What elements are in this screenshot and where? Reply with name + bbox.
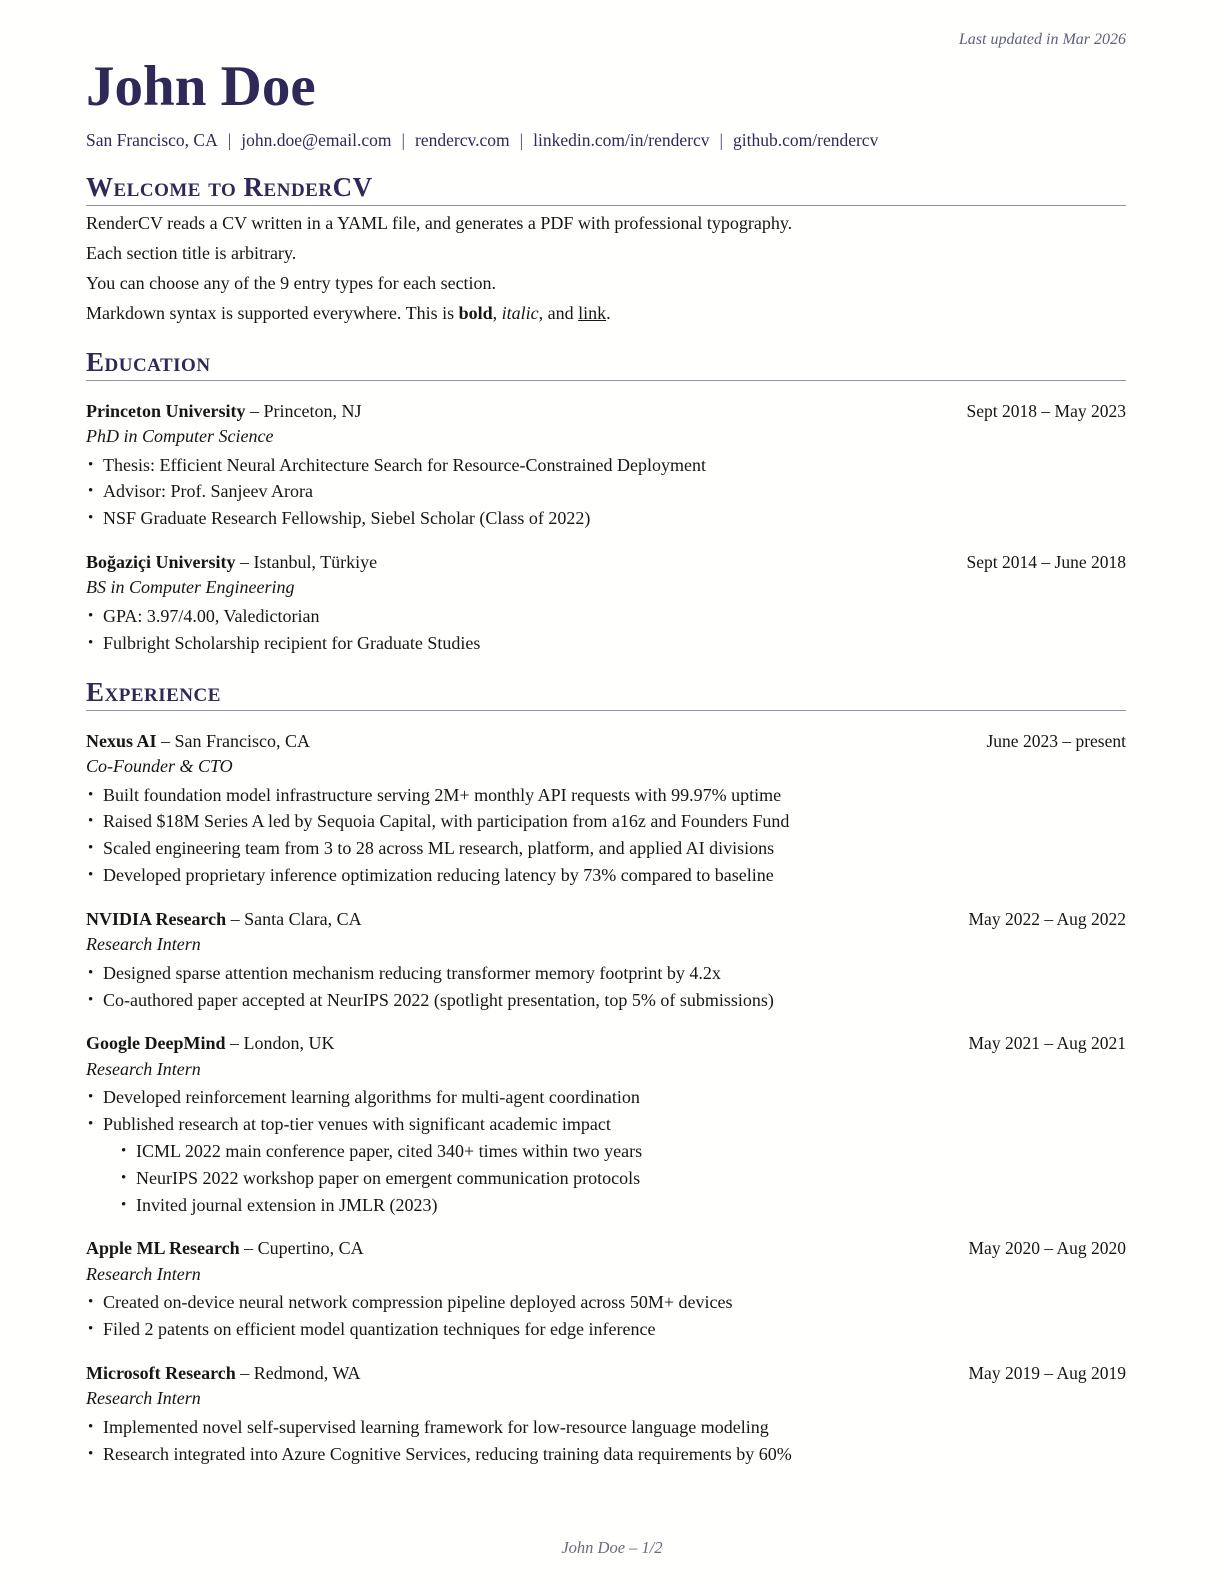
bullet-item: • Developed reinforcement learning algorithms for multi-agent coordination xyxy=(86,1084,1126,1111)
experience-entry-apple xyxy=(86,1235,1126,1343)
entry-location: Santa Clara, CA xyxy=(244,908,362,929)
bullet-item: • Designed sparse attention mechanism reducing transformer memory footprint by 4.2x xyxy=(86,960,1126,987)
entry-dash: – xyxy=(244,1238,254,1259)
education-entry-princeton xyxy=(86,398,1126,532)
contact-github-link[interactable]: github.com/rendercv xyxy=(733,129,879,150)
last-updated-note: Last updated in Mar 2026 xyxy=(958,31,1126,48)
experience-entry-microsoft xyxy=(86,1360,1126,1468)
contact-location: San Francisco, CA xyxy=(86,129,218,150)
bullet-item: • Built foundation model infrastructure serving 2M+ monthly API requests with 99.97% uptime xyxy=(86,782,1126,809)
entry-title xyxy=(86,906,362,932)
entry-dash: – xyxy=(161,730,171,751)
bullet-item: • Scaled engineering team from 3 to 28 across ML research, platform, and applied AI divisions xyxy=(86,835,1126,862)
entry-location: London, UK xyxy=(243,1033,335,1054)
experience-entry-deepmind xyxy=(86,1030,1126,1218)
entry-location: Princeton, NJ xyxy=(263,400,362,421)
entry-dates: June 2023 – present xyxy=(986,730,1126,751)
entry-company: Nexus AI xyxy=(86,730,157,751)
entry-title xyxy=(86,1030,335,1056)
welcome-paragraph: Each section title is arbitrary. xyxy=(86,242,297,263)
entry-dates: May 2022 – Aug 2022 xyxy=(968,908,1126,929)
entry-company: Google DeepMind xyxy=(86,1033,226,1054)
bullet-item: • Thesis: Efficient Neural Architecture Search for Resource-Constrained Deployment xyxy=(86,452,1126,479)
entry-dash: – xyxy=(230,908,240,929)
section-welcome xyxy=(86,172,1126,327)
markdown-suffix: . xyxy=(606,303,611,324)
entry-bullet-list xyxy=(86,452,1126,532)
section-education xyxy=(86,347,1126,657)
experience-entry-nvidia xyxy=(86,906,1126,1014)
entry-header xyxy=(86,549,1126,575)
bullet-item: • Co-authored paper accepted at NeurIPS 2022 (spotlight presentation, top 5% of submissions) xyxy=(86,987,1126,1014)
bullet-item: • NSF Graduate Research Fellowship, Siebel Scholar (Class of 2022) xyxy=(86,505,1126,532)
entry-dates: May 2020 – Aug 2020 xyxy=(968,1238,1126,1259)
bullet-item: • GPA: 3.97/4.00, Valedictorian xyxy=(86,603,1126,630)
entry-dates: May 2019 – Aug 2019 xyxy=(968,1362,1126,1383)
entry-bullet-list xyxy=(86,1084,1126,1218)
entry-company: Apple ML Research xyxy=(86,1238,240,1259)
entry-role: Research Intern xyxy=(86,934,201,955)
bullet-item: • Advisor: Prof. Sanjeev Arora xyxy=(86,478,1126,505)
entry-company: Microsoft Research xyxy=(86,1362,236,1383)
entry-dash: – xyxy=(239,552,249,573)
section-title-experience: Experience xyxy=(86,677,1126,711)
bullet-item: • Fulbright Scholarship recipient for Graduate Studies xyxy=(86,630,1126,657)
welcome-paragraph: RenderCV reads a CV written in a YAML file, and generates a PDF with professional typography. xyxy=(86,212,793,233)
welcome-paragraph: You can choose any of the 9 entry types for each section. xyxy=(86,272,497,293)
section-title-welcome: Welcome to RenderCV xyxy=(86,172,1126,206)
entry-location: San Francisco, CA xyxy=(174,730,310,751)
entry-title xyxy=(86,398,361,424)
markdown-separator: , and xyxy=(538,303,579,324)
italic-sample-text: italic xyxy=(501,303,539,324)
contact-line xyxy=(86,128,1126,153)
entry-title xyxy=(86,549,377,575)
bullet-item: • Implemented novel self-supervised learning framework for low-resource language modeling xyxy=(86,1414,1126,1441)
entry-degree: BS in Computer Engineering xyxy=(86,577,295,598)
entry-title xyxy=(86,1360,360,1386)
entry-institution: Princeton University xyxy=(86,400,246,421)
entry-header xyxy=(86,1360,1126,1386)
nested-bullet-item: • NeurIPS 2022 workshop paper on emergent communication protocols xyxy=(119,1165,1126,1192)
entry-dash: – xyxy=(240,1362,250,1383)
bullet-item: • Filed 2 patents on efficient model quantization techniques for edge inference xyxy=(86,1316,1126,1343)
bullet-item: • Research integrated into Azure Cognitive Services, reducing training data requirements by 60% xyxy=(86,1441,1126,1468)
entry-location: Redmond, WA xyxy=(253,1362,361,1383)
entry-bullet-list xyxy=(86,1414,1126,1468)
education-entry-bogazici xyxy=(86,549,1126,657)
person-name: John Doe xyxy=(86,54,316,118)
page-footer: John Doe – 1/2 xyxy=(561,1538,663,1557)
nested-bullet-item: • Invited journal extension in JMLR (2023) xyxy=(119,1192,1126,1219)
entry-header xyxy=(86,728,1126,754)
markdown-prefix: Markdown syntax is supported everywhere. This is xyxy=(86,303,459,324)
entry-header xyxy=(86,1030,1126,1056)
contact-email-link[interactable]: john.doe@email.com xyxy=(241,129,392,150)
bullet-item: • Developed proprietary inference optimization reducing latency by 73% compared to baseline xyxy=(86,862,1126,889)
entry-role: Research Intern xyxy=(86,1263,201,1284)
entry-dates: Sept 2014 – June 2018 xyxy=(966,552,1126,573)
entry-role: Research Intern xyxy=(86,1388,201,1409)
entry-institution: Boğaziçi University xyxy=(86,552,236,573)
entry-bullet-list xyxy=(86,1289,1126,1343)
section-title-education: Education xyxy=(86,347,1126,381)
contact-separator: | xyxy=(227,129,232,150)
entry-title xyxy=(86,728,310,754)
section-experience xyxy=(86,677,1126,1468)
contact-linkedin-link[interactable]: linkedin.com/in/rendercv xyxy=(533,129,710,150)
entry-bullet-list xyxy=(86,782,1126,889)
entry-title xyxy=(86,1235,364,1261)
bullet-item: • Published research at top-tier venues with significant academic impact • ICML 2022 main conference paper, cited 340+ times within two years • NeurIPS 2022 workshop paper on emergent communication protocols • Invited journal extension in JMLR (2023) xyxy=(86,1111,1126,1218)
entry-role: Co-Founder & CTO xyxy=(86,756,233,777)
entry-header xyxy=(86,398,1126,424)
entry-header xyxy=(86,1235,1126,1261)
contact-separator: | xyxy=(719,129,724,150)
entry-location: Cupertino, CA xyxy=(257,1238,364,1259)
inline-link[interactable]: link xyxy=(578,303,607,324)
entry-dash: – xyxy=(230,1033,239,1054)
entry-dash: – xyxy=(249,400,259,421)
entry-dates: Sept 2018 – May 2023 xyxy=(966,400,1126,421)
entry-company: NVIDIA Research xyxy=(86,908,227,929)
contact-separator: | xyxy=(519,129,524,150)
entry-location: Istanbul, Türkiye xyxy=(253,552,378,573)
contact-website-link[interactable]: rendercv.com xyxy=(415,129,510,150)
markdown-separator: , xyxy=(492,303,502,324)
entry-degree: PhD in Computer Science xyxy=(86,426,274,447)
experience-entry-nexus-ai xyxy=(86,728,1126,889)
entry-header xyxy=(86,906,1126,932)
contact-separator: | xyxy=(401,129,406,150)
entry-bullet-list xyxy=(86,603,1126,657)
entry-bullet-list xyxy=(86,960,1126,1014)
nested-bullet-list xyxy=(119,1138,1126,1218)
bullet-item: • Created on-device neural network compression pipeline deployed across 50M+ devices xyxy=(86,1289,1126,1316)
bullet-item: • Raised $18M Series A led by Sequoia Capital, with participation from a16z and Founders Fund xyxy=(86,808,1126,835)
bold-sample-text: bold xyxy=(458,303,493,324)
entry-role: Research Intern xyxy=(86,1058,201,1079)
nested-bullet-item: • ICML 2022 main conference paper, cited 340+ times within two years xyxy=(119,1138,1126,1165)
entry-dates: May 2021 – Aug 2021 xyxy=(968,1033,1126,1054)
welcome-markdown-paragraph xyxy=(86,300,1126,327)
